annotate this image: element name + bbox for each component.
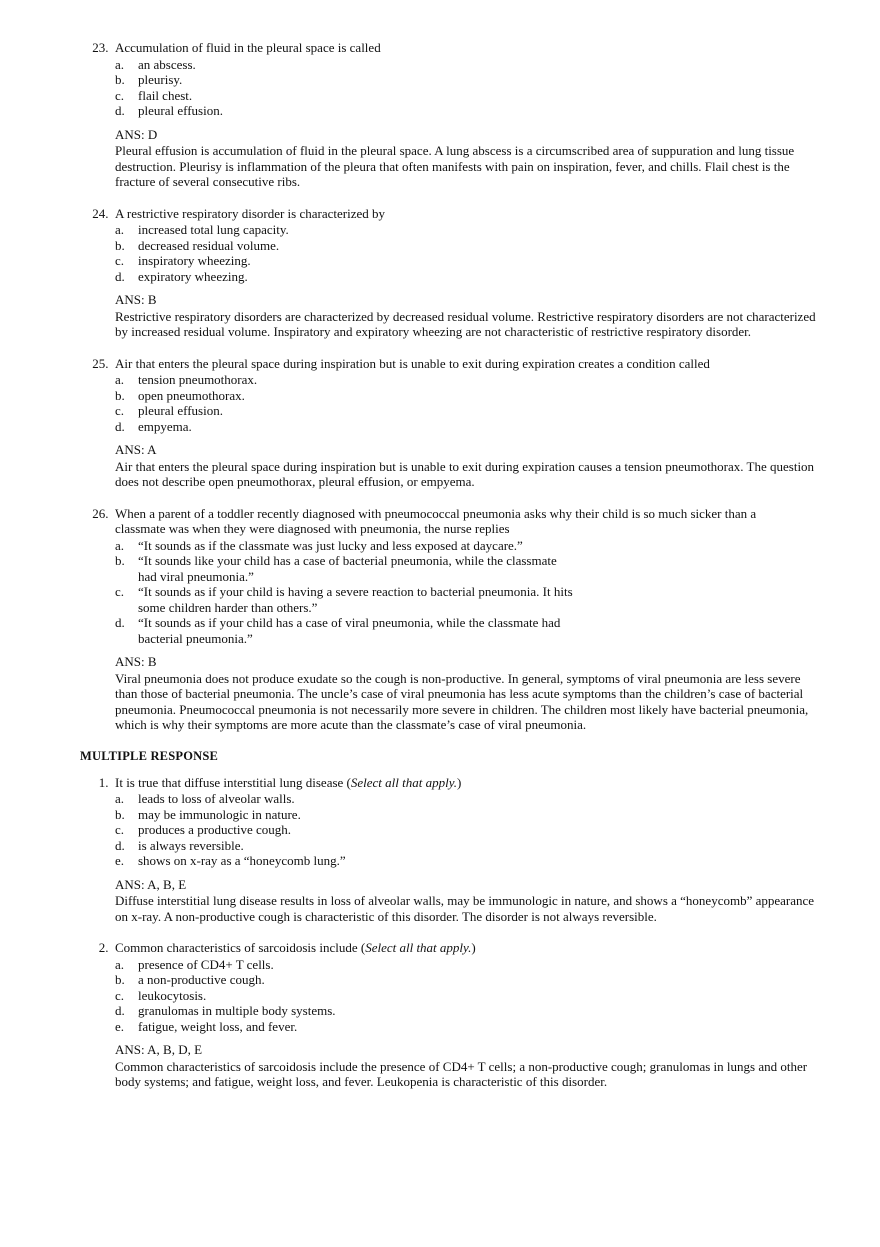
question-23 (80, 40, 820, 190)
choice-c: c. leukocytosis. (115, 987, 207, 1003)
answer-key: ANS: A, B, D, E (115, 1042, 203, 1057)
mr-question-2 (80, 940, 820, 1090)
question-number: 2. (98, 940, 109, 955)
choice-e: e. fatigue, weight loss, and fever. (115, 1018, 298, 1034)
choice-a: a. “It sounds as if the classmate was just lucky and less exposed at daycare.” (115, 537, 523, 553)
choice-a: a. presence of CD4+ T cells. (115, 956, 274, 972)
choice-b: b. a non-productive cough. (115, 972, 265, 987)
answer-key: ANS: B (115, 292, 157, 307)
rationale: Pleural effusion is accumulation of fluid in the pleural space. A lung abscess is a circumscribed area of suppuration and lung tissue destruction. Pleurisy is inflammation of the pleura that often manifests with pain on inspiration, fever, and chills. Flail chest is the fracture of several consecutive ribs. (115, 143, 795, 189)
choice-a: a. leads to loss of alveolar walls. (115, 791, 295, 806)
question-number: 26. (92, 505, 109, 521)
choice-a: a. an abscess. (115, 56, 196, 72)
choice-c: c. pleural effusion. (115, 403, 223, 418)
question-stem: Air that enters the pleural space during inspiration but is unable to exit during expiration creates a condition called (115, 355, 710, 371)
choice-d: d. “It sounds as if your child has a case of viral pneumonia, while the classmate had bacterial pneumonia.” (115, 615, 561, 646)
choice-b: b. pleurisy. (115, 72, 183, 87)
choice-c: c. flail chest. (115, 87, 193, 103)
choice-b: b. may be immunologic in nature. (115, 806, 301, 822)
question-number: 24. (92, 205, 109, 221)
instruction-text: Select all that apply. (350, 774, 458, 790)
question-number: 25. (92, 355, 109, 371)
choice-e: e. shows on x-ray as a “honeycomb lung.” (115, 853, 346, 868)
question-26 (80, 506, 820, 733)
question-number: 1. (98, 774, 109, 790)
question-stem: Accumulation of fluid in the pleural space is called (115, 40, 381, 55)
choice-c: c. inspiratory wheezing. (115, 253, 251, 268)
rationale: Restrictive respiratory disorders are characterized by decreased residual volume. Restrictive respiratory disorders are not characterized by increased residual volume. Inspiratory and expiratory wheezing are not characteristic of restrictive respiratory disorder. (115, 308, 816, 339)
answer-block (115, 654, 820, 733)
answer-block (115, 442, 820, 490)
answer-key: ANS: D (115, 126, 158, 142)
answer-key: ANS: A (115, 442, 157, 457)
answer-key: ANS: B (115, 654, 157, 669)
question-stem: It is true that diffuse interstitial lung disease (Select all that apply.) (115, 774, 462, 790)
choice-d: d. granulomas in multiple body systems. (115, 1003, 336, 1018)
choice-c: c. produces a productive cough. (115, 822, 292, 837)
question-25 (80, 356, 820, 490)
choice-a: a. tension pneumothorax. (115, 372, 258, 387)
choice-d: d. pleural effusion. (115, 103, 223, 118)
choice-d: d. expiratory wheezing. (115, 268, 248, 284)
choice-a: a. increased total lung capacity. (115, 222, 289, 237)
question-24 (80, 206, 820, 340)
question-stem: A restrictive respiratory disorder is characterized by (115, 205, 385, 221)
choice-d: d. empyema. (115, 418, 192, 434)
choice-b: b. “It sounds like your child has a case of bacterial pneumonia, while the classmate had viral pneumonia.” (115, 553, 557, 584)
question-stem: Common characteristics of sarcoidosis include (Select all that apply.) (115, 940, 476, 955)
rationale: Diffuse interstitial lung disease results in loss of alveolar walls, may be immunologic in nature, and shows a “honeycomb” appearance on x-ray. A non-productive cough is characteristic of this disorder. The disorder is not always reversible. (115, 893, 815, 924)
choice-b: b. open pneumothorax. (115, 387, 245, 403)
choice-b: b. decreased residual volume. (115, 237, 280, 253)
answer-key: ANS: A, B, E (115, 876, 187, 892)
rationale: Viral pneumonia does not produce exudate so the cough is non-productive. In general, symptoms of viral pneumonia are less severe than those of bacterial pneumonia. The uncle’s case of viral pneumonia has less acute symptoms than the children’s case of bacterial pneumonia. Pneumococcal pneumonia is not necessarily more severe in children. The children most likely have bacterial pneumonia, which is why their symptoms are more acute than the classmate’s case of viral pneumonia. (115, 670, 809, 732)
rationale: Air that enters the pleural space during inspiration but is unable to exit during expiration causes a tension pneumothorax. The question does not describe open pneumothorax, pleural effusion, or empyema. (115, 458, 815, 489)
answer-block (115, 877, 820, 925)
question-number: 23. (92, 40, 109, 55)
rationale: Common characteristics of sarcoidosis include the presence of CD4+ T cells; a non-productive cough; granulomas in lungs and other body systems; and fatigue, weight loss, and fever. Leukopenia is characteristic of this disorder. (115, 1058, 808, 1089)
question-stem: When a parent of a toddler recently diagnosed with pneumococcal pneumonia asks why their child is so much sicker than a classmate was when they were diagnosed with pneumonia, the nurse replies (115, 505, 757, 536)
instruction-text: Select all that apply. (365, 940, 472, 955)
section-heading: MULTIPLE RESPONSE (80, 748, 219, 763)
choice-c: c. “It sounds as if your child is having a severe reaction to bacterial pneumonia. It hits some children harder than others.” (115, 584, 573, 615)
answer-block (115, 1042, 820, 1090)
choice-d: d. is always reversible. (115, 837, 244, 853)
mr-question-1 (80, 775, 820, 925)
answer-block (115, 292, 820, 340)
answer-block (115, 127, 820, 190)
